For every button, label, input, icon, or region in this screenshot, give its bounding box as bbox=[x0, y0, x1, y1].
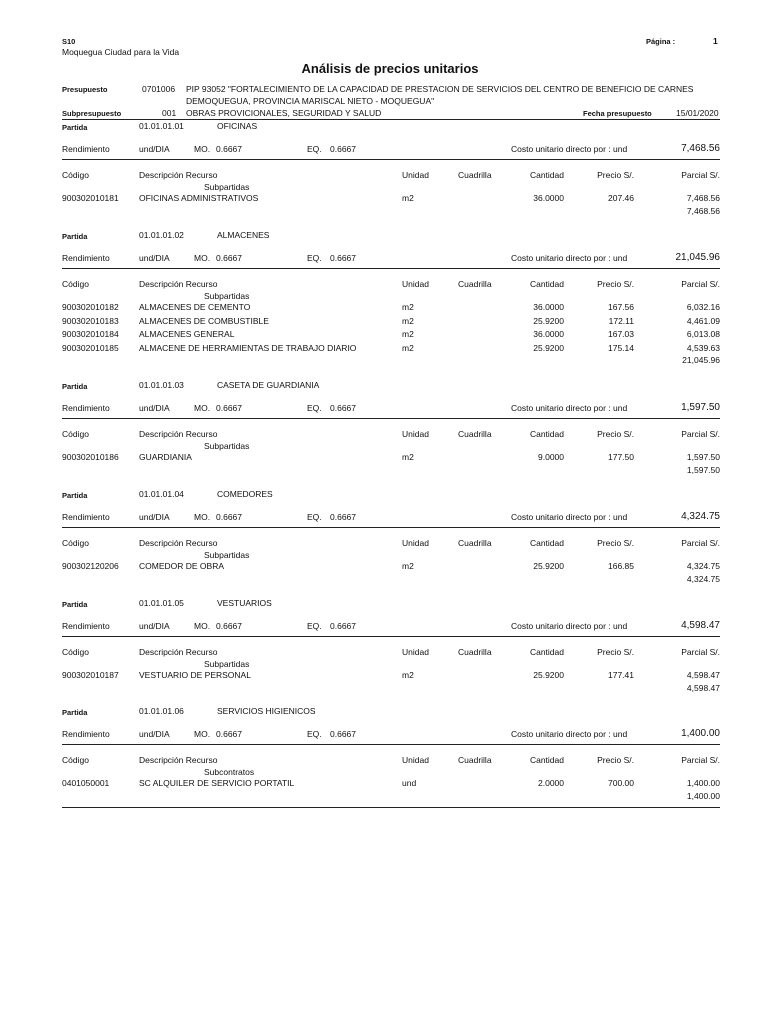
eq-label: EQ. bbox=[307, 144, 322, 154]
col-codigo: Código bbox=[62, 279, 89, 289]
col-precio: Precio S/. bbox=[597, 647, 634, 657]
partida-name: VESTUARIOS bbox=[217, 598, 272, 608]
item-unidad: m2 bbox=[402, 342, 414, 353]
item-precio: 175.14 bbox=[608, 342, 634, 353]
mo-value: 0.6667 bbox=[216, 144, 242, 154]
partida-divider bbox=[62, 159, 720, 160]
partida-label: Partida bbox=[62, 600, 88, 609]
presupuesto-code: 0701006 bbox=[142, 84, 176, 94]
item-precio: 207.46 bbox=[608, 193, 634, 203]
costo-value: 4,324.75 bbox=[681, 511, 720, 522]
col-cantidad: Cantidad bbox=[529, 755, 564, 765]
fecha-value: 15/01/2020 bbox=[676, 108, 719, 118]
presupuesto-label: Presupuesto bbox=[62, 85, 108, 94]
group-label: Subpartidas bbox=[204, 182, 250, 192]
company-name: Moquegua Ciudad para la Vida bbox=[62, 47, 180, 57]
partida-subtotal: 1,400.00 bbox=[686, 790, 720, 801]
col-parcial: Parcial S/. bbox=[681, 538, 720, 548]
col-unidad: Unidad bbox=[402, 755, 429, 765]
col-descripcion: Descripción Recurso bbox=[139, 279, 218, 289]
item-parcial: 4,324.75 bbox=[686, 561, 720, 571]
rendimiento-unit: und/DIA bbox=[139, 729, 170, 739]
col-cantidad: Cantidad bbox=[529, 279, 564, 289]
partida-name: ALMACENES bbox=[217, 230, 270, 240]
col-cantidad: Cantidad bbox=[529, 538, 564, 548]
partida-subtotal: 1,597.50 bbox=[686, 464, 720, 475]
page-number: 1 bbox=[713, 36, 718, 46]
partida-divider bbox=[62, 636, 720, 637]
system-label: S10 bbox=[62, 37, 76, 46]
rendimiento-label: Rendimiento bbox=[62, 729, 110, 739]
partida-label: Partida bbox=[62, 491, 88, 500]
mo-label: MO. bbox=[194, 403, 211, 413]
eq-value: 0.6667 bbox=[330, 403, 356, 413]
item-cantidad: 36.0000 bbox=[533, 193, 564, 203]
partida-code: 01.01.01.04 bbox=[139, 489, 184, 499]
group-label: Subpartidas bbox=[204, 441, 250, 451]
item-parcial: 4,461.09 bbox=[686, 315, 720, 326]
partida-code: 01.01.01.02 bbox=[139, 230, 184, 240]
item-descripcion: SC ALQUILER DE SERVICIO PORTATIL bbox=[139, 778, 295, 788]
partida-code: 01.01.01.03 bbox=[139, 380, 184, 390]
item-cantidad: 25.9200 bbox=[533, 670, 564, 680]
item-parcial: 7,468.56 bbox=[686, 193, 720, 203]
col-unidad: Unidad bbox=[402, 429, 429, 439]
col-unidad: Unidad bbox=[402, 538, 429, 548]
costo-label: Costo unitario directo por : und bbox=[511, 621, 628, 631]
partida-divider bbox=[62, 527, 720, 528]
costo-value: 4,598.47 bbox=[681, 620, 720, 631]
eq-label: EQ. bbox=[307, 729, 322, 739]
header-divider bbox=[62, 119, 720, 120]
col-codigo: Código bbox=[62, 647, 89, 657]
eq-value: 0.6667 bbox=[330, 512, 356, 522]
col-precio: Precio S/. bbox=[597, 755, 634, 765]
item-parcial: 1,400.00 bbox=[686, 778, 720, 788]
item-cantidad: 36.0000 bbox=[533, 302, 564, 312]
item-codigo: 900302010183 bbox=[62, 315, 119, 326]
rendimiento-label: Rendimiento bbox=[62, 253, 110, 263]
partida-label: Partida bbox=[62, 382, 88, 391]
rendimiento-label: Rendimiento bbox=[62, 621, 110, 631]
item-parcial: 6,013.08 bbox=[686, 329, 720, 339]
eq-label: EQ. bbox=[307, 512, 322, 522]
col-parcial: Parcial S/. bbox=[681, 279, 720, 289]
col-precio: Precio S/. bbox=[597, 279, 634, 289]
partida-label: Partida bbox=[62, 708, 88, 717]
mo-value: 0.6667 bbox=[216, 729, 242, 739]
eq-label: EQ. bbox=[307, 403, 322, 413]
eq-value: 0.6667 bbox=[330, 729, 356, 739]
partida-subtotal: 4,324.75 bbox=[686, 573, 720, 584]
mo-value: 0.6667 bbox=[216, 403, 242, 413]
partida-name: SERVICIOS HIGIENICOS bbox=[217, 706, 316, 716]
col-cuadrilla: Cuadrilla bbox=[458, 429, 492, 439]
item-parcial: 6,032.16 bbox=[686, 302, 720, 312]
col-unidad: Unidad bbox=[402, 279, 429, 289]
rendimiento-unit: und/DIA bbox=[139, 621, 170, 631]
rendimiento-label: Rendimiento bbox=[62, 512, 110, 522]
eq-label: EQ. bbox=[307, 253, 322, 263]
item-codigo: 900302010182 bbox=[62, 302, 119, 312]
item-cantidad: 25.9200 bbox=[533, 315, 564, 326]
item-unidad: m2 bbox=[402, 302, 414, 312]
rendimiento-unit: und/DIA bbox=[139, 512, 170, 522]
mo-label: MO. bbox=[194, 621, 211, 631]
partida-code: 01.01.01.06 bbox=[139, 706, 184, 716]
rendimiento-unit: und/DIA bbox=[139, 144, 170, 154]
col-cantidad: Cantidad bbox=[529, 429, 564, 439]
item-codigo: 900302010184 bbox=[62, 329, 119, 339]
group-label: Subcontratos bbox=[204, 767, 255, 777]
item-precio: 177.41 bbox=[608, 670, 634, 680]
group-label: Subpartidas bbox=[204, 659, 250, 669]
subpresupuesto-label: Subpresupuesto bbox=[62, 109, 122, 118]
item-unidad: m2 bbox=[402, 452, 414, 462]
col-descripcion: Descripción Recurso bbox=[139, 538, 218, 548]
mo-label: MO. bbox=[194, 729, 211, 739]
partida-divider bbox=[62, 418, 720, 419]
col-cuadrilla: Cuadrilla bbox=[458, 170, 492, 180]
item-unidad: m2 bbox=[402, 329, 414, 339]
item-parcial: 4,598.47 bbox=[686, 670, 720, 680]
item-descripcion: COMEDOR DE OBRA bbox=[139, 561, 225, 571]
costo-label: Costo unitario directo por : und bbox=[511, 403, 628, 413]
partida-divider bbox=[62, 744, 720, 745]
fecha-label: Fecha presupuesto bbox=[583, 109, 652, 118]
partida-name: CASETA DE GUARDIANIA bbox=[217, 380, 320, 390]
rendimiento-label: Rendimiento bbox=[62, 144, 110, 154]
col-codigo: Código bbox=[62, 755, 89, 765]
partida-code: 01.01.01.05 bbox=[139, 598, 184, 608]
col-cuadrilla: Cuadrilla bbox=[458, 755, 492, 765]
group-label: Subpartidas bbox=[204, 291, 250, 301]
costo-label: Costo unitario directo por : und bbox=[511, 729, 628, 739]
mo-value: 0.6667 bbox=[216, 621, 242, 631]
item-descripcion: ALMACENES DE CEMENTO bbox=[139, 302, 251, 312]
rendimiento-unit: und/DIA bbox=[139, 253, 170, 263]
item-codigo: 900302120206 bbox=[62, 561, 119, 571]
col-codigo: Código bbox=[62, 429, 89, 439]
item-unidad: m2 bbox=[402, 670, 414, 680]
col-precio: Precio S/. bbox=[597, 170, 634, 180]
partida-divider bbox=[62, 268, 720, 269]
col-parcial: Parcial S/. bbox=[681, 429, 720, 439]
col-codigo: Código bbox=[62, 538, 89, 548]
partida-name: COMEDORES bbox=[217, 489, 273, 499]
col-cuadrilla: Cuadrilla bbox=[458, 538, 492, 548]
item-descripcion: ALMACENE DE HERRAMIENTAS DE TRABAJO DIARIO bbox=[139, 342, 357, 353]
item-codigo: 900302010187 bbox=[62, 670, 119, 680]
col-descripcion: Descripción Recurso bbox=[139, 647, 218, 657]
item-codigo: 900302010181 bbox=[62, 193, 119, 203]
mo-label: MO. bbox=[194, 512, 211, 522]
item-precio: 167.03 bbox=[608, 329, 634, 339]
costo-label: Costo unitario directo por : und bbox=[511, 253, 628, 263]
eq-label: EQ. bbox=[307, 621, 322, 631]
item-precio: 177.50 bbox=[608, 452, 634, 462]
item-cantidad: 9.0000 bbox=[538, 452, 564, 462]
col-parcial: Parcial S/. bbox=[681, 170, 720, 180]
col-precio: Precio S/. bbox=[597, 429, 634, 439]
mo-value: 0.6667 bbox=[216, 253, 242, 263]
subpresupuesto-name: OBRAS PROVICIONALES, SEGURIDAD Y SALUD bbox=[186, 108, 382, 118]
item-parcial: 1,597.50 bbox=[686, 452, 720, 462]
mo-label: MO. bbox=[194, 253, 211, 263]
item-descripcion: GUARDIANIA bbox=[139, 452, 192, 462]
costo-label: Costo unitario directo por : und bbox=[511, 512, 628, 522]
col-unidad: Unidad bbox=[402, 170, 429, 180]
eq-value: 0.6667 bbox=[330, 144, 356, 154]
col-parcial: Parcial S/. bbox=[681, 647, 720, 657]
costo-label: Costo unitario directo por : und bbox=[511, 144, 628, 154]
item-precio: 700.00 bbox=[608, 778, 634, 788]
item-unidad: m2 bbox=[402, 561, 414, 571]
partida-label: Partida bbox=[62, 232, 88, 241]
presupuesto-line2: DEMOQUEGUA, PROVINCIA MARISCAL NIETO - MOQUEGUA" bbox=[186, 96, 435, 106]
presupuesto-line1: PIP 93052 "FORTALECIMIENTO DE LA CAPACIDAD DE PRESTACION DE SERVICIOS DEL CENTRO DE BENEFICIO DE CARNES bbox=[186, 84, 694, 94]
page-label: Página : bbox=[646, 37, 676, 46]
partida-subtotal: 4,598.47 bbox=[686, 682, 720, 693]
col-unidad: Unidad bbox=[402, 647, 429, 657]
item-cantidad: 2.0000 bbox=[538, 778, 564, 788]
item-descripcion: ALMACENES GENERAL bbox=[139, 329, 235, 339]
item-precio: 167.56 bbox=[608, 302, 634, 312]
col-descripcion: Descripción Recurso bbox=[139, 755, 218, 765]
item-unidad: m2 bbox=[402, 315, 414, 326]
item-unidad: m2 bbox=[402, 193, 414, 203]
item-cantidad: 36.0000 bbox=[533, 329, 564, 339]
col-cantidad: Cantidad bbox=[529, 170, 564, 180]
item-codigo: 900302010185 bbox=[62, 342, 119, 353]
costo-value: 7,468.56 bbox=[681, 143, 720, 154]
item-unidad: und bbox=[402, 778, 417, 788]
col-descripcion: Descripción Recurso bbox=[139, 170, 218, 180]
item-descripcion: OFICINAS ADMINISTRATIVOS bbox=[139, 193, 259, 203]
end-divider bbox=[62, 807, 720, 808]
eq-value: 0.6667 bbox=[330, 621, 356, 631]
partida-subtotal: 7,468.56 bbox=[686, 205, 720, 216]
item-parcial: 4,539.63 bbox=[686, 342, 720, 353]
col-cuadrilla: Cuadrilla bbox=[458, 647, 492, 657]
costo-value: 21,045.96 bbox=[675, 252, 720, 263]
item-cantidad: 25.9200 bbox=[533, 342, 564, 353]
subpresupuesto-code: 001 bbox=[162, 108, 177, 118]
partida-label: Partida bbox=[62, 123, 88, 132]
eq-value: 0.6667 bbox=[330, 253, 356, 263]
item-precio: 166.85 bbox=[608, 561, 634, 571]
partida-name: OFICINAS bbox=[217, 121, 258, 131]
mo-value: 0.6667 bbox=[216, 512, 242, 522]
col-parcial: Parcial S/. bbox=[681, 755, 720, 765]
col-precio: Precio S/. bbox=[597, 538, 634, 548]
col-cantidad: Cantidad bbox=[529, 647, 564, 657]
col-cuadrilla: Cuadrilla bbox=[458, 279, 492, 289]
partida-code: 01.01.01.01 bbox=[139, 121, 184, 131]
mo-label: MO. bbox=[194, 144, 211, 154]
item-cantidad: 25.9200 bbox=[533, 561, 564, 571]
item-codigo: 0401050001 bbox=[62, 778, 110, 788]
item-descripcion: VESTUARIO DE PERSONAL bbox=[139, 670, 251, 680]
item-codigo: 900302010186 bbox=[62, 452, 119, 462]
col-descripcion: Descripción Recurso bbox=[139, 429, 218, 439]
group-label: Subpartidas bbox=[204, 550, 250, 560]
item-descripcion: ALMACENES DE COMBUSTIBLE bbox=[139, 315, 269, 326]
partida-subtotal: 21,045.96 bbox=[682, 355, 720, 365]
costo-value: 1,597.50 bbox=[681, 402, 720, 413]
rendimiento-label: Rendimiento bbox=[62, 403, 110, 413]
page-title: Análisis de precios unitarios bbox=[301, 61, 479, 76]
costo-value: 1,400.00 bbox=[681, 728, 720, 739]
col-codigo: Código bbox=[62, 170, 89, 180]
rendimiento-unit: und/DIA bbox=[139, 403, 170, 413]
item-precio: 172.11 bbox=[608, 315, 634, 326]
